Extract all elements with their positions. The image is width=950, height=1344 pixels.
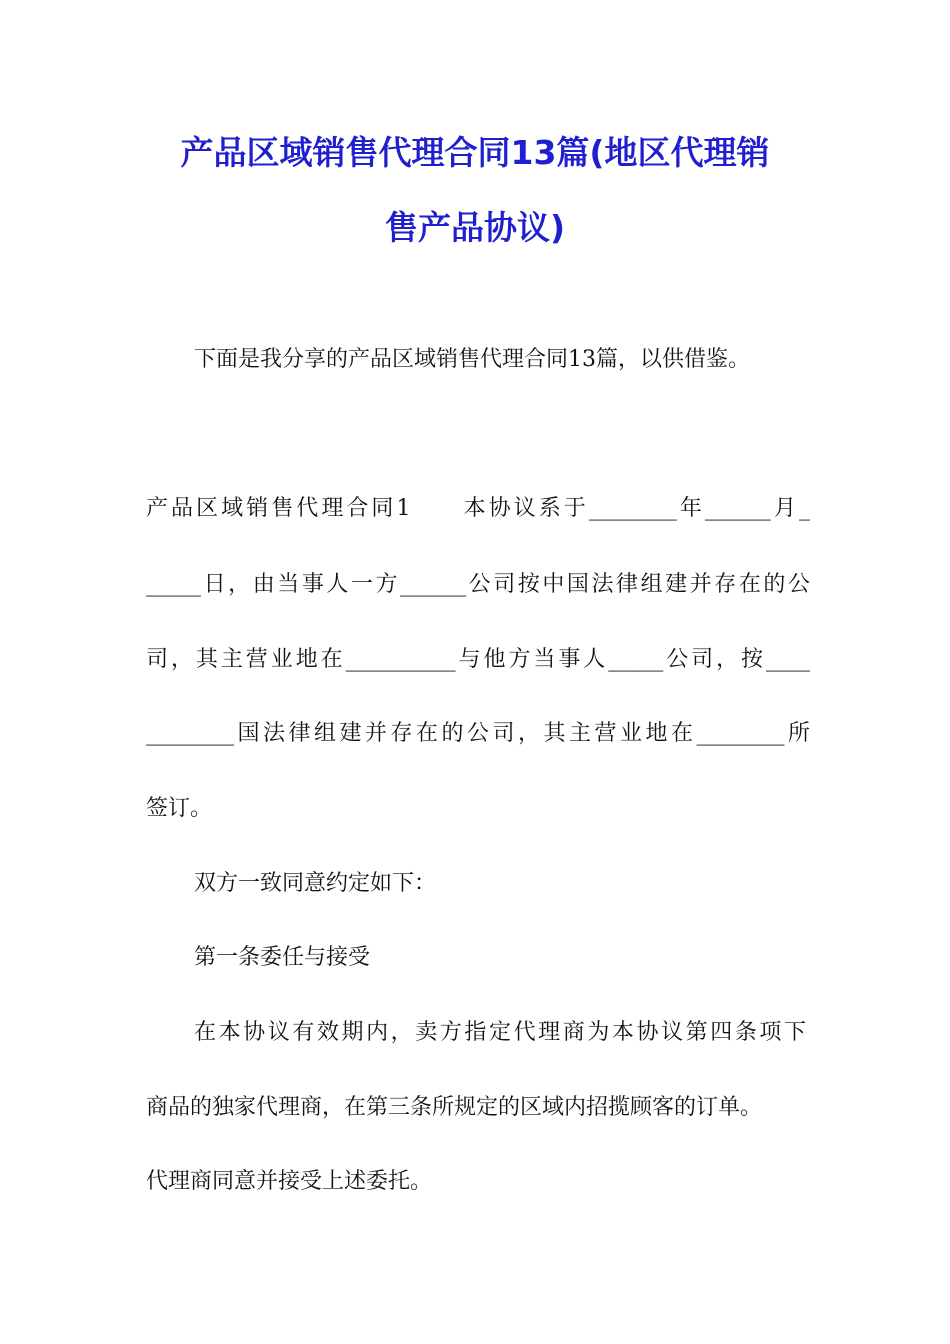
contract-1-line-1: 产品区域销售代理合同1 本协议系于________年______月_ [146, 496, 810, 521]
contract-1-line-4: ________国法律组建并存在的公司，其主营业地在________所 [146, 721, 810, 746]
article-1-line-3: 代理商同意并接受上述委托。 [146, 1169, 433, 1194]
document-title-line-1: 产品区域销售代理合同13篇(地区代理销 [180, 133, 770, 172]
contract-1-line-2: _____日，由当事人一方______公司按中国法律组建并存在的公 [146, 572, 810, 597]
article-1-line-1: 在本协议有效期内，卖方指定代理商为本协议第四条项下 [194, 1020, 806, 1045]
agreement-statement: 双方一致同意约定如下： [194, 871, 437, 896]
intro-paragraph: 下面是我分享的产品区域销售代理合同13篇，以供借鉴。 [194, 347, 750, 372]
contract-1-line-3: 司，其主营业地在__________与他方当事人_____公司，按____ [146, 647, 810, 672]
document-title-line-2: 售产品协议) [384, 208, 566, 247]
contract-1-line-5: 签订。 [146, 796, 213, 821]
article-1-line-2: 商品的独家代理商，在第三条所规定的区域内招揽顾客的订单。 [146, 1095, 763, 1120]
article-1-heading: 第一条委任与接受 [194, 945, 371, 970]
